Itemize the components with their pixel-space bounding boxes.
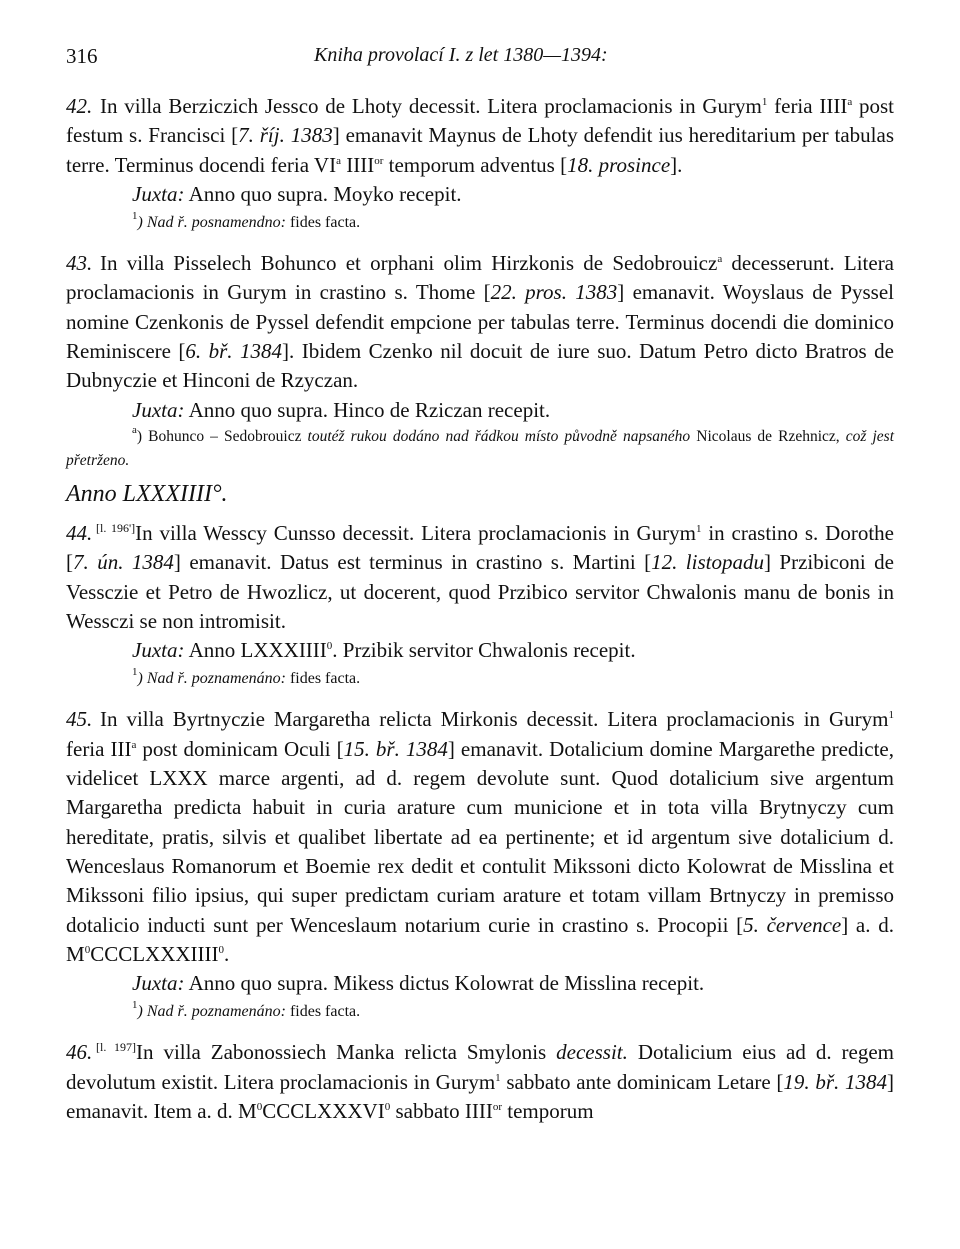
folio-ref: [l. 196'] [96, 520, 136, 535]
year-heading: Anno LXXXIIII°. [66, 480, 228, 507]
entry-46: 46. [l. 197]In villa Zabonossiech Manka relicta Smylonis decessit. Dotalicium eius ad d. regem devolutum existit. Litera proclamacionis in Gurym$^1$ sabbato ante dominicam Letare [19. bř. 1384] emanavit. Item a. d. $M^0CCCLXXXVI^0$ sabbato $IIII^{or}$ temporum [66, 1040, 894, 1124]
entry-43: 43. In villa Pisselech Bohunco et orphani olim Hirzkonis de Sedobrouicz$^a$ decesserunt. Litera proclamacionis in Gurym in crastino s. Thome [22. pros. 1383] emanavit. Woyslaus de Pyssel nomine Czenkonis de Pyssel defendit empcione per tabulas terre. Terminus docendi die dominico Reminiscere [6. bř. 1384]. Ibidem Czenko nil docuit de iure suo. Datum Petro dicto Bratros de Dubnyczie et Hinconi de Rzyczan. [66, 251, 895, 393]
variant-note: $^a$) Bohunco – Sedobrouicz toutéž rukou dodáno nad řádkou místo původně napsaného Nicolaus de Rzehnicz, což jest přetrženo. [66, 423, 895, 469]
page-body [66, 92, 894, 1126]
entry-number: 45. [66, 707, 93, 732]
juxta-line: Juxta: Anno quo supra. Moyko recepit. [132, 181, 462, 206]
page-number: 316 [66, 44, 98, 68]
footnote: $^1$) Nad ř. poznamenáno: fides facta. [132, 999, 361, 1021]
entry-42: 42. In villa Berziczich Jessco de Lhoty decessit. Litera proclamacionis in Gurym$^1$ feria IIII$^a$ post festum s. Francisci [7. říj. 1383] emanavit Maynus de Lhoty defendit ius hereditarium per tabulas terre. Terminus docendi feria $VI^a$ $IIII^{or}$ temporum adventus [18. prosince]. [66, 94, 894, 177]
entry-number: 44. [66, 520, 93, 545]
entry-45: 45. In villa Byrtnyczie Margaretha relicta Mirkonis decessit. Litera proclamacionis in Gurym$^1$ feria III$^a$ post dominicam Oculi [15. bř. 1384] emanavit. Dotalicium domine Margarethe predicte, videlicet LXXX marce argenti, ad d. regem devolute sunt. Quod dotalicium sive argentum Margaretha predicta habuit in curia arature cum municione et in tota villa Brytnyczy cum hereditate, pratis, silvis et qualibet libertate ad ea pertinente; et id argentum sive dotalicium d. Wenceslaus Romanorum et Boemie rex dedit et contulit Mikssoni dicto Kolowrat de Misslina et Mikssoni filio ipsius, qui super predictam curiam arature et totam villam Brtnyczy in premisso dotalicio inducti sunt per Wenceslaum notarium curie in crastino s. Procopii [5. července] a. d. $M^0CCCLXXXIIII^0$. [66, 707, 894, 966]
entry-44: 44. [l. 196']In villa Wesscy Cunsso decessit. Litera proclamacionis in Gurym$^1$ in crastino s. Dorothe [7. ún. 1384] emanavit. Datus est terminus in crastino s. Martini [12. listopadu] Przibiconi de Vessczie et Petro de Hwozlicz, ut docerent, quod Przibico servitor Chwalonis manu de bonis in Wessczi se non intromisit. [66, 520, 894, 633]
footnote: $^1$) Nad ř. poznamenáno: fides facta. [132, 666, 361, 688]
folio-ref: [l. 197] [96, 1040, 137, 1055]
entry-number: 43. [66, 251, 93, 276]
entry-number: 42. [66, 94, 93, 118]
footnote: $^1$) Nad ř. posnamendno: fides facta. [132, 210, 361, 232]
juxta-line: Juxta: Anno LXXXIIII$^0$. Przibik servitor Chwalonis recepit. [132, 638, 636, 663]
juxta-line: Juxta: Anno quo supra. Mikess dictus Kolowrat de Misslina recepit. [132, 971, 705, 996]
running-head: Kniha provolací I. z let 1380—1394: [314, 44, 608, 66]
entry-number: 46. [66, 1040, 93, 1065]
page-header [66, 44, 894, 74]
juxta-line: Juxta: Anno quo supra. Hinco de Rziczan recepit. [132, 397, 551, 422]
